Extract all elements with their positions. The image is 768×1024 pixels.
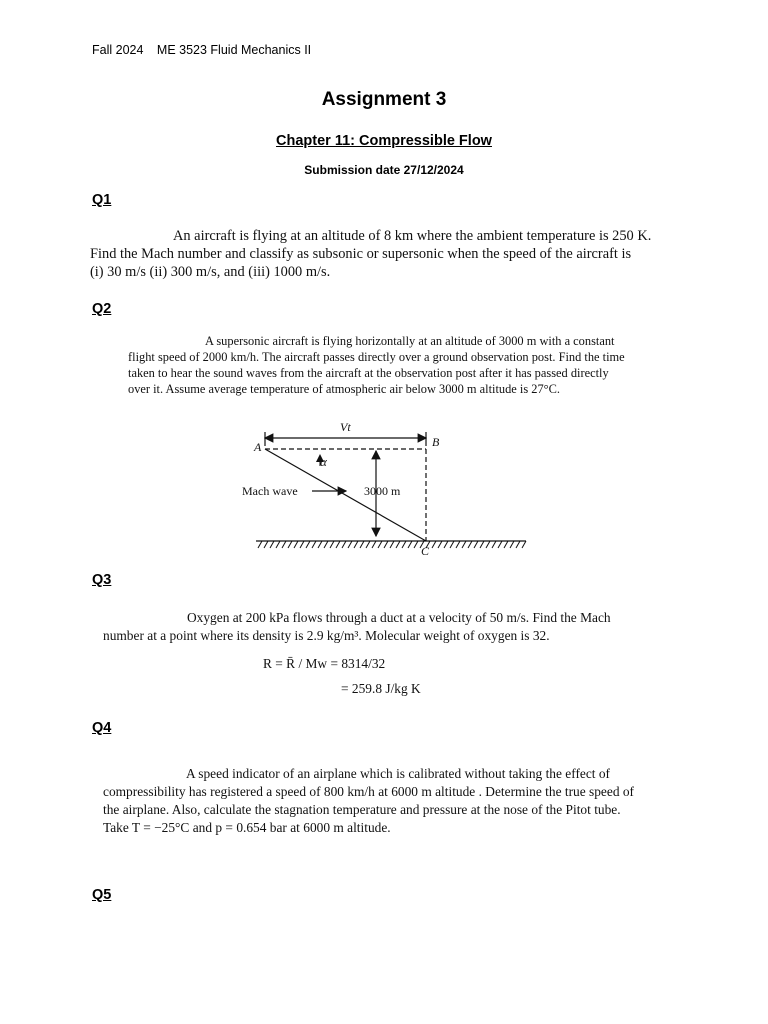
q4-line-3: the airplane. Also, calculate the stagnation temperature and pressure at the nose of the Pitot tube.: [103, 802, 621, 817]
q3-line-2: number at a point where its density is 2.9 kg/m³. Molecular weight of oxygen is 32.: [103, 628, 550, 643]
equation-line-2: = 259.8 J/kg K: [341, 681, 421, 696]
page-header: [92, 43, 311, 57]
q2-line-3: taken to hear the sound waves from the aircraft at the observation post after it has passed directly: [128, 366, 609, 380]
q2-line-2: flight speed of 2000 km/h. The aircraft passes directly over a ground observation post. Find the time: [128, 350, 625, 364]
label-alpha: α: [320, 454, 327, 469]
question-label-q1: Q1: [92, 192, 112, 208]
q4-line-4: Take T = −25°C and p = 0.654 bar at 6000 m altitude.: [103, 820, 391, 835]
question-label-q3: Q3: [92, 572, 112, 588]
question-text-q4: [103, 765, 634, 837]
equation-line-1: R = R̄ / Mw = 8314/32: [263, 656, 386, 671]
label-c: C: [421, 544, 430, 558]
q4-line-1: A speed indicator of an airplane which is calibrated without taking the effect of: [186, 766, 611, 781]
q1-line-1: An aircraft is flying at an altitude of 8 km where the ambient temperature is 250 K.: [173, 228, 652, 244]
label-a: A: [254, 440, 262, 454]
label-mach-wave: Mach wave: [242, 484, 298, 498]
submission-date: Submission date 27/12/2024: [304, 163, 464, 177]
question-label-q2: Q2: [92, 301, 112, 317]
question-text-q2: [128, 333, 625, 397]
label-b: B: [432, 435, 440, 449]
q4-line-2: compressibility has registered a speed of 800 km/h at 6000 m altitude . Determine the true speed of: [103, 784, 635, 799]
course-name: ME 3523 Fluid Mechanics II: [156, 43, 312, 57]
q2-line-1: A supersonic aircraft is flying horizontally at an altitude of 3000 m with a constant: [205, 334, 615, 348]
label-vt: Vt: [340, 420, 351, 434]
question-label-q5: Q5: [92, 887, 112, 903]
label-height: 3000 m: [364, 484, 401, 498]
q1-line-3: (i) 30 m/s (ii) 300 m/s, and (iii) 1000 m/s.: [90, 264, 331, 280]
q2-line-4: over it. Assume average temperature of atmospheric air below 3000 m altitude is 27°C.: [128, 382, 560, 396]
ground-hatch: [258, 541, 526, 548]
question-text-q3: [103, 609, 611, 645]
question-text-q1: [90, 227, 651, 281]
q1-line-2: Find the Mach number and classify as subsonic or supersonic when the speed of the aircraft is: [90, 246, 632, 262]
mach-wave-diagram: [236, 418, 536, 563]
q3-line-1: Oxygen at 200 kPa flows through a duct at a velocity of 50 m/s. Find the Mach: [187, 610, 611, 625]
question-label-q4: Q4: [92, 720, 112, 736]
term: Fall 2024: [92, 43, 144, 57]
chapter-title: Chapter 11: Compressible Flow: [276, 133, 492, 149]
assignment-title: Assignment 3: [321, 89, 447, 110]
